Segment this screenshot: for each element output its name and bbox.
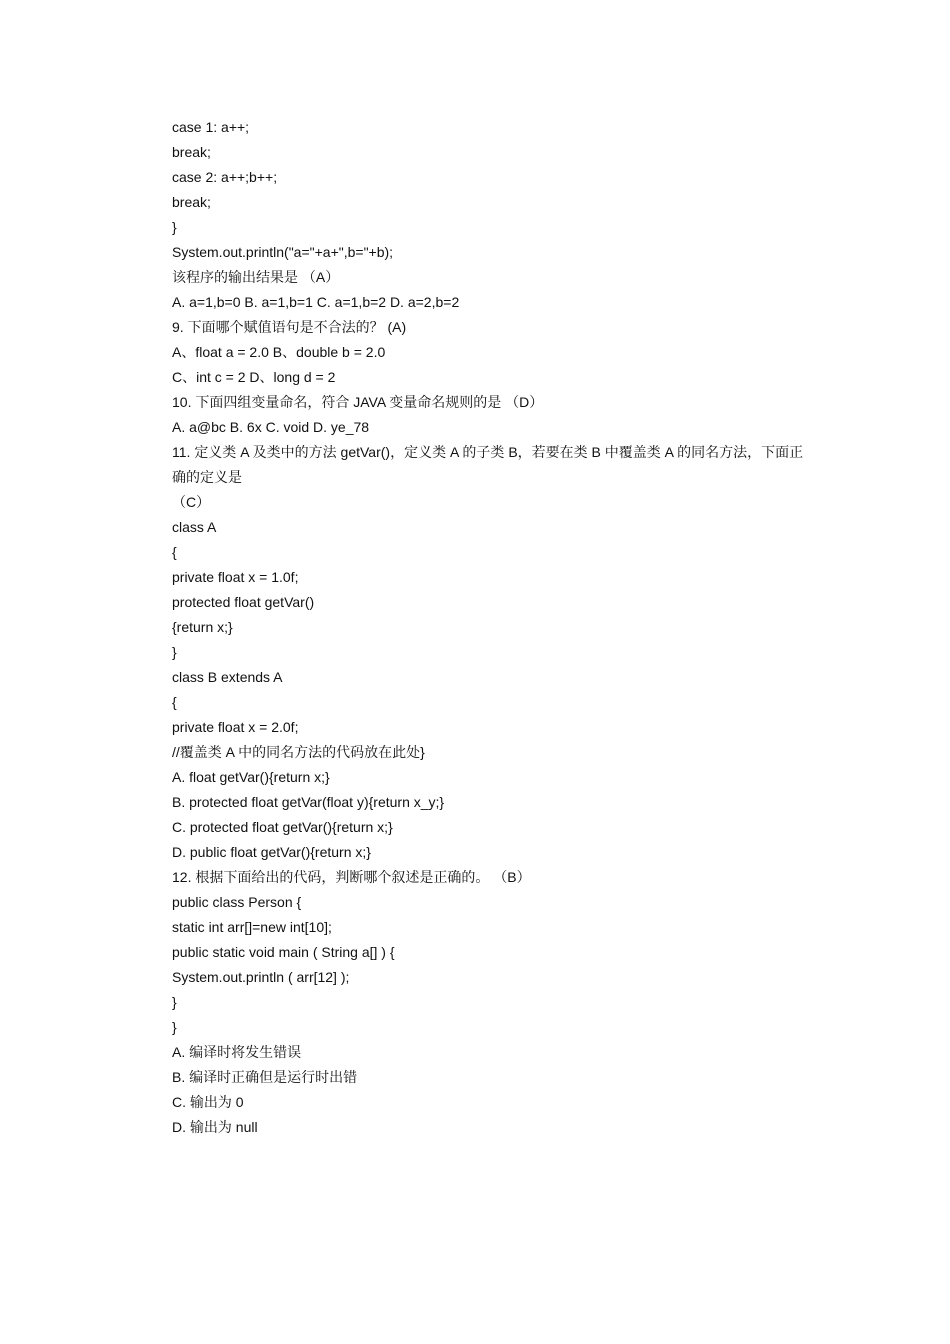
answer-key: （C） (172, 494, 211, 510)
answer-option: D. public float getVar(){return x;} (172, 844, 371, 860)
answer-option: B. 编译时正确但是运行时出错 (172, 1069, 358, 1085)
answer-option: C. protected float getVar(){return x;} (172, 819, 393, 835)
code-line: } (172, 994, 177, 1010)
code-line: case 2: a++;b++; (172, 169, 278, 185)
answer-options: A、float a = 2.0 B、double b = 2.0 (172, 344, 386, 360)
document-body (172, 115, 812, 1140)
code-line: protected float getVar() (172, 594, 315, 610)
code-line: } (172, 644, 177, 660)
code-line: class B extends A (172, 669, 283, 685)
code-line: public static void main ( String a[] ) { (172, 944, 395, 960)
code-line: break; (172, 194, 211, 210)
code-line: static int arr[]=new int[10]; (172, 919, 332, 935)
code-line: } (172, 219, 177, 235)
answer-options: A. a@bc B. 6x C. void D. ye_78 (172, 419, 370, 435)
code-line: case 1: a++; (172, 119, 250, 135)
code-line: System.out.println ( arr[12] ); (172, 969, 350, 985)
question-12: 12. 根据下面给出的代码，判断哪个叙述是正确的。 （B） (172, 869, 531, 885)
question-11: 11. 定义类 A 及类中的方法 getVar()，定义类 A 的子类 B，若要在类 B 中覆盖类 A 的同名方法，下面正确的定义是 (172, 444, 804, 485)
answer-options: A. a=1,b=0 B. a=1,b=1 C. a=1,b=2 D. a=2,b=2 (172, 294, 460, 310)
code-line: { (172, 544, 177, 560)
code-line: private float x = 2.0f; (172, 719, 299, 735)
answer-option: D. 输出为 null (172, 1119, 258, 1135)
code-line: class A (172, 519, 217, 535)
answer-option: A. float getVar(){return x;} (172, 769, 330, 785)
question-10: 10. 下面四组变量命名，符合 JAVA 变量命名规则的是 （D） (172, 394, 544, 410)
answer-option: A. 编译时将发生错误 (172, 1044, 302, 1060)
code-line: private float x = 1.0f; (172, 569, 299, 585)
answer-option: C. 输出为 0 (172, 1094, 244, 1110)
code-line: break; (172, 144, 211, 160)
question-9: 9. 下面哪个赋值语句是不合法的？ (A) (172, 319, 407, 335)
code-line: { (172, 694, 177, 710)
code-line: } (172, 1019, 177, 1035)
code-line: {return x;} (172, 619, 233, 635)
code-line: System.out.println("a="+a+",b="+b); (172, 244, 394, 260)
code-comment: //覆盖类 A 中的同名方法的代码放在此处} (172, 744, 425, 760)
code-line: public class Person { (172, 894, 302, 910)
answer-option: B. protected float getVar(float y){return x_y;} (172, 794, 445, 810)
question-text: 该程序的输出结果是 （A） (172, 269, 340, 285)
answer-options: C、int c = 2 D、long d = 2 (172, 369, 336, 385)
